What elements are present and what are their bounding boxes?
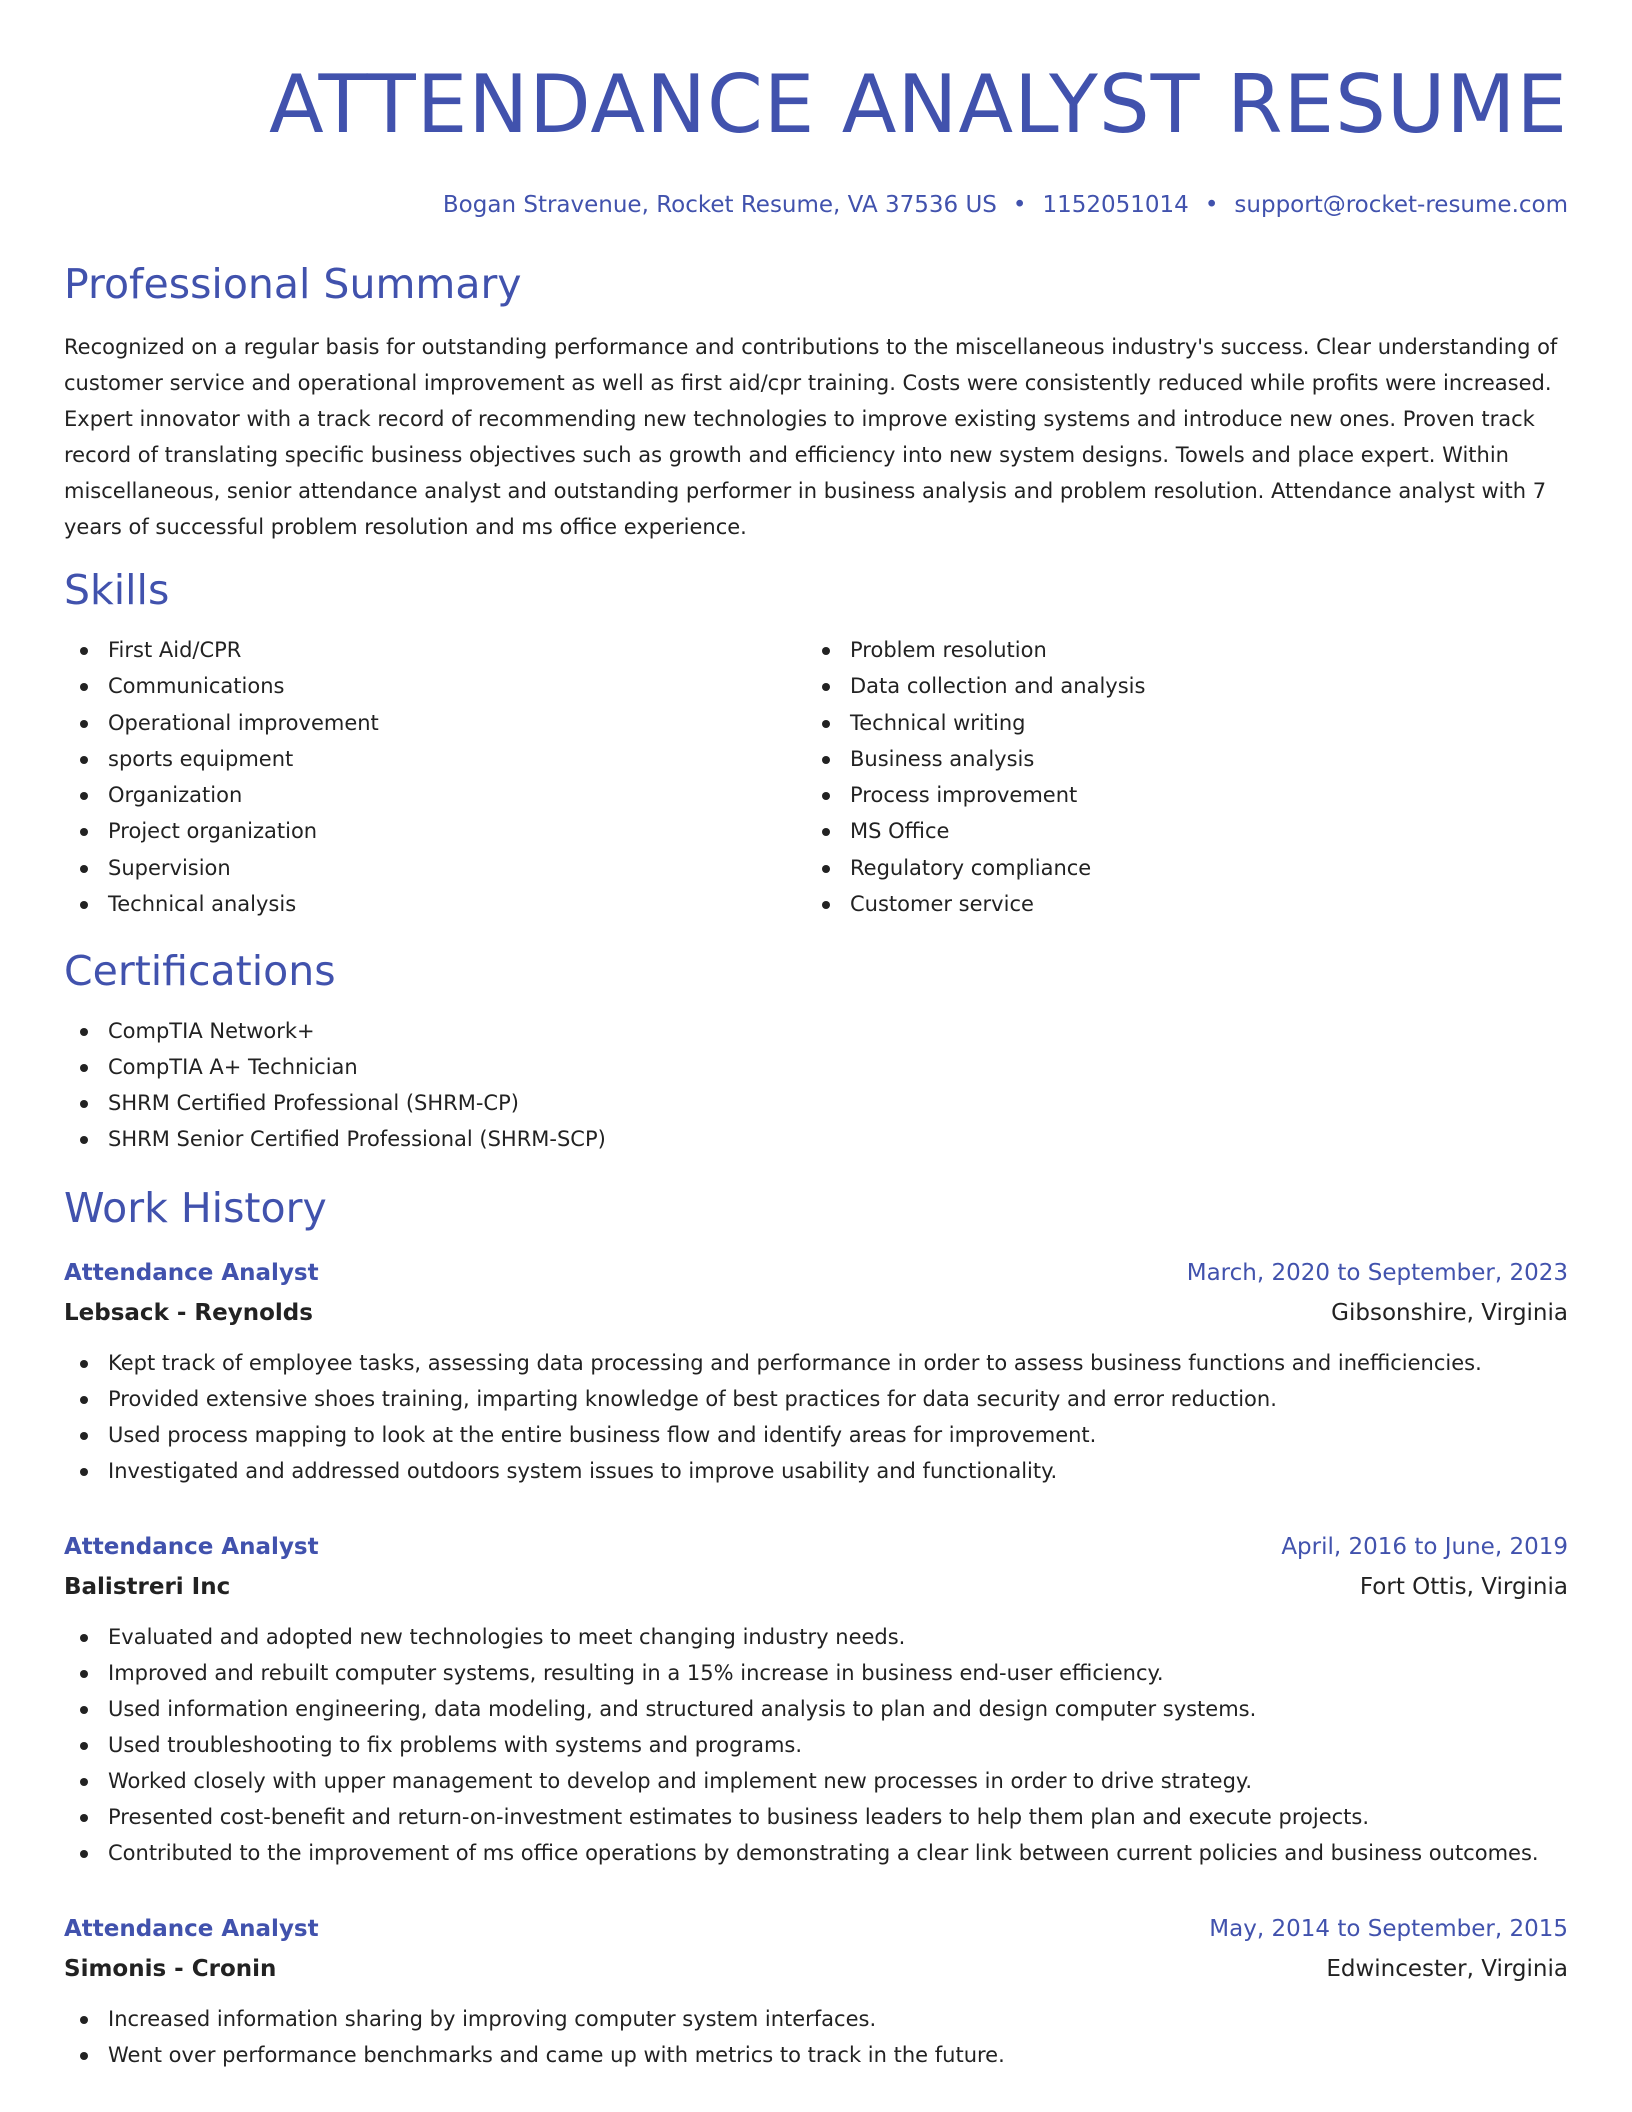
job-company: Lebsack - Reynolds <box>64 1300 313 1327</box>
section-heading-skills: Skills <box>64 566 170 614</box>
contact-email[interactable]: support@rocket-resume.com <box>1234 192 1568 218</box>
job-bullet: Increased information sharing by improving computer system interfaces. <box>64 2001 1568 2037</box>
skill-item: Operational improvement <box>64 705 806 741</box>
job-bullets <box>64 2001 1568 2073</box>
contact-separator: • <box>1012 192 1027 218</box>
job-bullet: Used troubleshooting to fix problems with systems and programs. <box>64 1727 1568 1763</box>
job-bullet: Investigated and addressed outdoors system issues to improve usability and functionality. <box>64 1453 1568 1489</box>
job-title: Attendance Analyst <box>64 1534 319 1561</box>
job-title: Attendance Analyst <box>64 1916 319 1943</box>
contact-address: Bogan Stravenue, Rocket Resume, VA 37536 US <box>442 192 997 218</box>
job-location: Edwincester, Virginia <box>1326 1956 1568 1983</box>
certification-item: CompTIA A+ Technician <box>64 1049 1568 1085</box>
certifications-list <box>64 1013 1568 1157</box>
job-dates: May, 2014 to September, 2015 <box>1209 1916 1568 1943</box>
job-title: Attendance Analyst <box>64 1260 319 1287</box>
job-header <box>64 1909 1568 1949</box>
job-entry <box>64 1527 1568 1871</box>
skill-item: Organization <box>64 777 806 813</box>
job-bullet: Went over performance benchmarks and came up with metrics to track in the future. <box>64 2037 1568 2073</box>
job-header <box>64 1527 1568 1567</box>
job-bullet: Presented cost-benefit and return-on-investment estimates to business leaders to help them plan and execute projects. <box>64 1799 1568 1835</box>
job-subheader <box>64 1293 1568 1333</box>
section-heading-summary: Professional Summary <box>64 260 522 308</box>
skills-grid <box>64 632 1568 922</box>
certification-item: CompTIA Network+ <box>64 1013 1568 1049</box>
skill-item: Customer service <box>806 886 1548 922</box>
job-subheader <box>64 1567 1568 1607</box>
job-bullet: Improved and rebuilt computer systems, resulting in a 15% increase in business end-user efficiency. <box>64 1655 1568 1691</box>
job-bullet: Worked closely with upper management to develop and implement new processes in order to drive strategy. <box>64 1763 1568 1799</box>
skill-item: Supervision <box>64 850 806 886</box>
skill-item: Process improvement <box>806 777 1548 813</box>
contact-line <box>64 191 1568 219</box>
job-subheader <box>64 1949 1568 1989</box>
skill-item: Business analysis <box>806 741 1548 777</box>
skill-item: Communications <box>64 668 806 704</box>
contact-separator: • <box>1204 192 1219 218</box>
skill-item: First Aid/CPR <box>64 632 806 668</box>
summary-text: Recognized on a regular basis for outstanding performance and contributions to the miscellaneous industry's success. Clear understanding of customer service and operational improvement as well as first aid/cpr training. Costs were consistently reduced while profits were increased. Expert innovator with a track record of recommending new technologies to improve existing systems and introduce new ones. Proven track record of translating specific business objectives such as growth and efficiency into new system designs. Towels and place expert. Within miscellaneous, senior attendance analyst and outstanding performer in business analysis and problem resolution. Attendance analyst with 7 years of successful problem resolution and ms office experience. <box>64 335 1558 539</box>
job-bullet: Used process mapping to look at the entire business flow and identify areas for improvement. <box>64 1417 1568 1453</box>
job-bullets <box>64 1619 1568 1871</box>
work-history-list <box>64 1253 1568 2073</box>
skill-item: Technical analysis <box>64 886 806 922</box>
skills-list-left <box>64 632 806 922</box>
skill-item: Technical writing <box>806 705 1548 741</box>
skills-column-right <box>806 632 1548 922</box>
skill-item: Problem resolution <box>806 632 1548 668</box>
section-heading-certifications: Certifications <box>64 947 336 996</box>
certification-item: SHRM Senior Certified Professional (SHRM-SCP) <box>64 1121 1568 1157</box>
skill-item: Data collection and analysis <box>806 668 1548 704</box>
job-bullet: Contributed to the improvement of ms office operations by demonstrating a clear link between current policies and business outcomes. <box>64 1835 1568 1871</box>
job-company: Simonis - Cronin <box>64 1956 277 1983</box>
skill-item: Project organization <box>64 813 806 849</box>
job-location: Gibsonshire, Virginia <box>1331 1300 1568 1327</box>
skill-item: MS Office <box>806 813 1548 849</box>
job-bullets <box>64 1345 1568 1489</box>
job-entry <box>64 1253 1568 1489</box>
job-entry <box>64 1909 1568 2073</box>
job-bullet: Kept track of employee tasks, assessing data processing and performance in order to assess business functions and inefficiencies. <box>64 1345 1568 1381</box>
job-dates: April, 2016 to June, 2019 <box>1281 1534 1568 1561</box>
skills-list-right <box>806 632 1548 922</box>
skill-item: sports equipment <box>64 741 806 777</box>
job-bullet: Provided extensive shoes training, imparting knowledge of best practices for data security and error reduction. <box>64 1381 1568 1417</box>
skill-item: Regulatory compliance <box>806 850 1548 886</box>
contact-phone: 1152051014 <box>1042 192 1189 218</box>
skills-column-left <box>64 632 806 922</box>
section-heading-work-history: Work History <box>64 1184 327 1233</box>
resume-title: ATTENDANCE ANALYST RESUME <box>268 58 1568 151</box>
job-bullet: Evaluated and adopted new technologies to meet changing industry needs. <box>64 1619 1568 1655</box>
job-header <box>64 1253 1568 1293</box>
certification-item: SHRM Certified Professional (SHRM-CP) <box>64 1085 1568 1121</box>
job-company: Balistreri Inc <box>64 1574 231 1601</box>
job-location: Fort Ottis, Virginia <box>1359 1574 1568 1601</box>
job-dates: March, 2020 to September, 2023 <box>1186 1260 1568 1287</box>
job-bullet: Used information engineering, data modeling, and structured analysis to plan and design computer systems. <box>64 1691 1568 1727</box>
